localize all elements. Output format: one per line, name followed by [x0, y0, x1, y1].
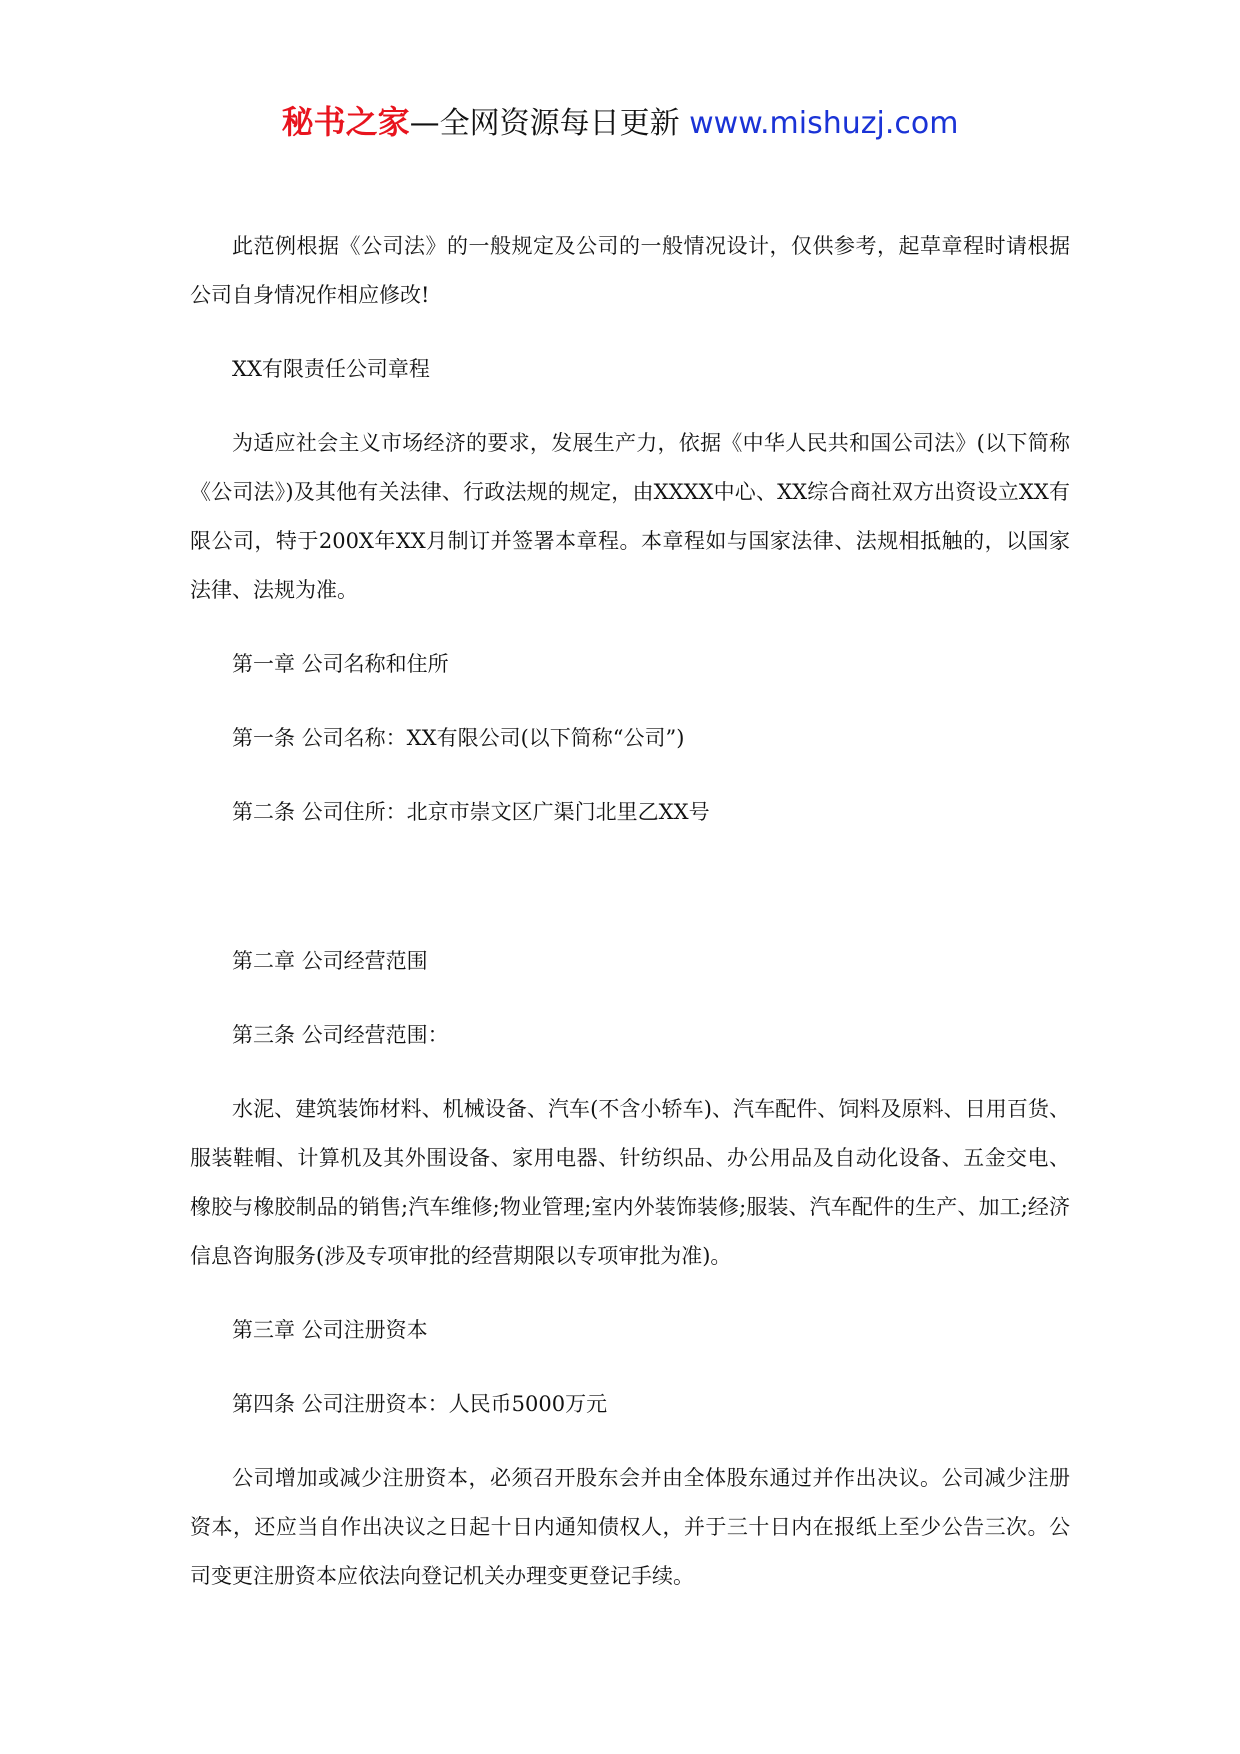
chapter-heading: 第三章 公司注册资本 [232, 1318, 428, 1342]
chapter-heading: 第二章 公司经营范围 [232, 949, 428, 973]
article-paragraph: 第四条 公司注册资本：人民币5000万元 [232, 1392, 608, 1416]
chapter-heading: 第一章 公司名称和住所 [232, 652, 449, 676]
preamble-paragraph: 为适应社会主义市场经济的要求，发展生产力，依据《中华人民共和国公司法》(以下简称《公司法》)及其他有关法律、行政法规的规定，由XXXX中心、XX综合商社双方出资设立XX有限公司，特于200X年XX月制订并签署本章程。本章程如与国家法律、法规相抵触的，以国家法律、法规为准。 [190, 431, 1070, 602]
brand-name: 秘书之家 [281, 103, 410, 141]
article-paragraph: 第一条 公司名称：XX有限公司(以下简称“公司”) [232, 726, 685, 750]
intro-paragraph: 此范例根据《公司法》的一般规定及公司的一般情况设计，仅供参考，起草章程时请根据公司自身情况作相应修改! [190, 234, 1070, 307]
business-scope-paragraph: 水泥、建筑装饰材料、机械设备、汽车(不含小轿车)、汽车配件、饲料及原料、日用百货、服装鞋帽、计算机及其外围设备、家用电器、针纺织品、办公用品及自动化设备、五金交电、橡胶与橡胶制品的销售;汽车维修;物业管理;室内外装饰装修;服装、汽车配件的生产、加工;经济信息咨询服务(涉及专项审批的经营期限以专项审批为准)。 [190, 1097, 1070, 1268]
document-body [190, 222, 1070, 1626]
article-paragraph: 第三条 公司经营范围： [232, 1023, 449, 1047]
capital-change-paragraph: 公司增加或减少注册资本，必须召开股东会并由全体股东通过并作出决议。公司减少注册资本，还应当自作出决议之日起十日内通知债权人，并于三十日内在报纸上至少公告三次。公司变更注册资本应依法向登记机关办理变更登记手续。 [190, 1466, 1070, 1588]
header-tagline: —全网资源每日更新 [409, 106, 680, 141]
site-url-link[interactable]: www.mishuzj.com [689, 106, 959, 141]
site-header [0, 100, 1240, 146]
document-title: XX有限责任公司章程 [232, 357, 430, 381]
article-paragraph: 第二条 公司住所：北京市崇文区广渠门北里乙XX号 [232, 800, 710, 824]
